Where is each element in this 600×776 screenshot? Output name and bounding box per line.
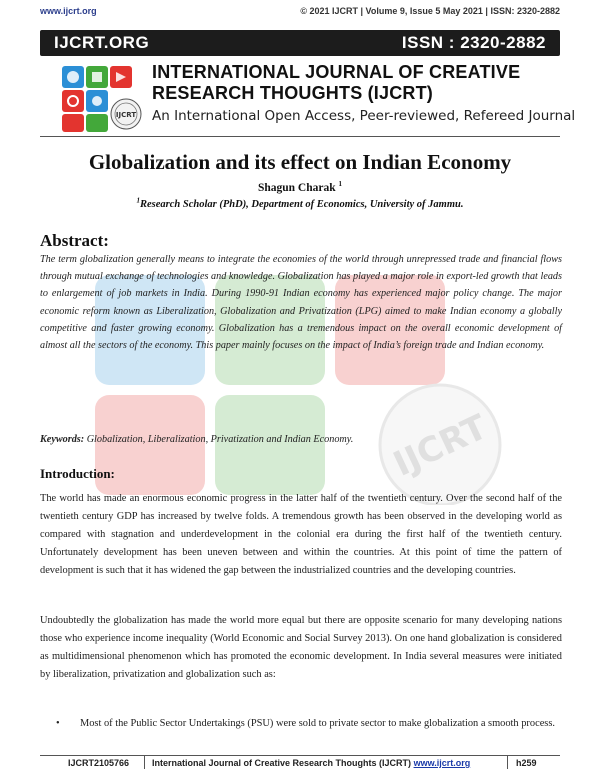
page-header <box>40 6 560 18</box>
ijcrt-logo-icon <box>56 62 148 136</box>
footer-journal <box>152 758 470 768</box>
footer-journal-name: International Journal of Creative Research Thoughts (IJCRT) <box>152 758 412 768</box>
author-name: Shagun Charak <box>257 182 336 194</box>
introduction-paragraph-2: Undoubtedly the globalization has made the world more equal but there are opposite scenario for many developing nations those who experience income inequality (World Economic and Social Survey 2013). On one hand globalization is considered as multidimensional phenomenon which has promoted the economic development. In India several measures were initiated by liberalization, privatization and globalization such as: <box>40 615 562 680</box>
footer-divider <box>507 756 508 769</box>
header-info: © 2021 IJCRT | Volume 9, Issue 5 May 2021 | ISSN: 2320-2882 <box>300 6 560 16</box>
paper-affiliation <box>40 196 560 210</box>
paper-title: Globalization and its effect on Indian Economy <box>88 150 512 174</box>
list-item-text: Most of the Public Sector Undertakings (PSU) were sold to private sector to make globalization a smooth process. <box>80 718 555 729</box>
affiliation-text: Research Scholar (PhD), Department of Economics, University of Jammu. <box>140 199 464 210</box>
introduction-paragraph-1: The world has made an enormous economic progress in the latter half of the twentieth century. Over the second half of the twentieth century GDP has increased by twelve folds. A tremendous growth has been observed in the developing world as compared with stagnation and underdevelopment in the colonial era during the first half of the twentieth century. Unfortunately development has been uneven between and within the countries. At this point of time the pattern of development is such that it has widened the gap between the industrialized countries and the developing countries. <box>40 493 562 576</box>
header-site[interactable]: www.ijcrt.org <box>40 6 97 16</box>
affiliation-sup: 1 <box>136 196 141 205</box>
footer-page-number: h259 <box>516 758 537 768</box>
journal-name: INTERNATIONAL JOURNAL OF CREATIVE RESEARCH THOUGHTS (IJCRT) <box>152 62 521 103</box>
footer-url-link[interactable]: www.ijcrt.org <box>413 758 471 768</box>
introduction-heading: Introduction: <box>40 466 115 481</box>
watermark-seal-text: IJCRT <box>387 407 494 485</box>
keywords-label: Keywords: <box>40 434 85 445</box>
abstract-text: The term globalization generally means to integrate the economies of the world through unrepressed trade and financial flows through mutual exchange of technologies and knowledge. Globalization has played a major role in export-led growth that leads to enlargement of job markets in India. During 1990-91 Indian economy has experienced major policy change. The major economic reform known as Liberalization, Globalization and Privatization (LPG) aimed to make Indian economy a globally competitive and faster growing economy. Globalization has a tremendous impact on the overall economic development of almost all the sectors of the economy. This paper mainly focuses on the impact of India’s foreign trade and Indian economy. <box>40 254 562 352</box>
footer-code: IJCRT2105766 <box>68 758 130 768</box>
bullet-icon: • <box>56 718 60 729</box>
footer-divider <box>144 756 145 769</box>
header-rule <box>40 136 560 137</box>
paper-author <box>40 182 560 194</box>
page-footer <box>40 757 560 771</box>
journal-tagline: An International Open Access, Peer-reviewed, Refereed Journal <box>152 108 576 124</box>
footer-rule <box>40 755 560 756</box>
banner-issn: ISSN : 2320-2882 <box>401 33 546 52</box>
keywords <box>40 434 562 445</box>
abstract-heading: Abstract: <box>40 231 109 250</box>
keywords-text: Globalization, Liberalization, Privatization and Indian Economy. <box>86 434 354 445</box>
banner-org: IJCRT.ORG <box>54 33 150 52</box>
journal-banner <box>40 30 560 56</box>
logo-seal-text: IJCRT <box>115 111 137 119</box>
list-item <box>56 715 562 733</box>
author-sup: 1 <box>338 180 343 189</box>
